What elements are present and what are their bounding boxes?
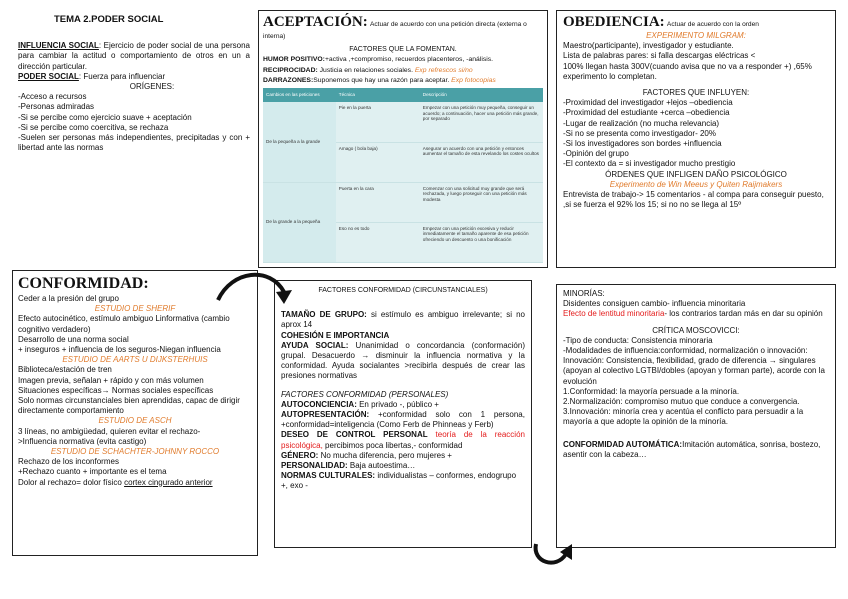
normas-text: individualistas – conformes, endogrupo +, exo -	[281, 471, 517, 491]
asch-title: ESTUDIO DE ASCH	[98, 416, 172, 426]
fomentan-title: FACTORES QUE LA FOMENTAN.	[349, 46, 457, 54]
ayuda-line	[281, 341, 525, 382]
asch-lines	[18, 427, 252, 447]
darrazones-label: DARRAZONES:	[263, 76, 314, 84]
list-item: -Proximidad del estudiante +cerca –obediencia	[563, 108, 730, 118]
obediencia-subtitle: Actuar de acuerdo con la orden	[666, 21, 759, 28]
origenes-title: ORÍGENES:	[129, 82, 175, 92]
page-title: TEMA 2.PODER SOCIAL	[54, 14, 164, 25]
list-item: -Si los investigadores son bordes +influencia	[563, 139, 722, 149]
table-cell: Eso no es todo	[336, 222, 420, 262]
influencia-label: INFLUENCIA SOCIAL	[18, 41, 99, 51]
milgram-lines	[563, 41, 829, 82]
tamano-text: si estímulo es ambiguo irrelevante; si no aprox 14	[281, 310, 525, 330]
darrazones-exp: Exp fotocopias	[451, 76, 496, 84]
aarts-lines	[18, 365, 252, 416]
autoconciencia-text: En privado -, público +	[359, 399, 439, 409]
deseo-text: percibimos poca libertas,- conformidad	[325, 440, 463, 450]
sherif-lines	[18, 314, 252, 355]
humor-label: HUMOR POSITIVO:	[263, 56, 325, 64]
genero-label: GÉNERO:	[281, 450, 319, 460]
normas-line	[281, 471, 525, 491]
genero-line	[281, 451, 525, 461]
aceptacion-title: ACEPTACIÓN:	[263, 14, 368, 30]
auto-label: CONFORMIDAD AUTOMÁTICA:	[563, 439, 683, 449]
reciprocidad-text: Justicia en relaciones sociales.	[319, 66, 413, 74]
humor-line	[263, 55, 543, 65]
milgram-title: EXPERIMENTO MILGRAM:	[646, 31, 746, 40]
ordenes-exp: Experimento de Win Meeus y Quiten Raijmakers	[609, 179, 783, 189]
ayuda-label: AYUDA SOCIAL:	[281, 340, 349, 350]
table-row	[263, 102, 543, 142]
humor-text: +activa ,+compromiso, recuerdos placenteros, -análisis.	[324, 56, 494, 64]
reciprocidad-exp: Exp refrescos si/no	[414, 66, 473, 74]
list-item: Lista de palabras pares: si falla descargas eléctricas <	[563, 51, 756, 61]
factores-influyen-list	[563, 98, 829, 169]
table-cell: Amago ( bola baja)	[336, 142, 420, 182]
deseo-line	[281, 430, 525, 450]
tamano-label: TAMAÑO DE GRUPO:	[281, 310, 367, 320]
darrazones-text: Suponemos que hay una razón para aceptar.	[313, 76, 450, 84]
list-item: -Si se percibe como coercitiva, se rechaza	[18, 122, 169, 132]
deseo-label: DESEO DE CONTROL PERSONAL	[281, 430, 428, 440]
list-item: Imagen previa, señalan + rápido y con más volumen	[18, 375, 204, 385]
table-header: Técnica	[336, 88, 420, 102]
techniques-table	[263, 88, 543, 263]
obediencia-title: OBEDIENCIA:	[563, 14, 665, 30]
conformidad-intro: Ceder a la presión del grupo	[18, 294, 119, 303]
lentitud-line	[563, 309, 829, 319]
table-header: Descripción	[420, 88, 543, 102]
minorias-box	[556, 284, 836, 548]
list-item: 2.Normalización: compromiso mutuo que conduce a convergencia.	[563, 397, 800, 407]
table-header-row	[263, 88, 543, 102]
list-item: 3.Innovación: minoría crea y acentúa el conflicto para persuadir a la mayoría a que adopte la opinión de la minoría.	[563, 407, 804, 427]
list-item: -Proximidad del investigador +lejos –obediencia	[563, 98, 733, 108]
sherif-title: ESTUDIO DE SHERIF	[94, 304, 176, 314]
table-group-cell: De la grande a la pequeña	[263, 182, 336, 262]
origenes-list	[18, 92, 250, 153]
influencia-definition	[18, 41, 250, 72]
list-item: -Modalidades de influencia:conformidad, normalización o innovación:	[563, 346, 808, 356]
table-group-cell: De la pequeña a la grande	[263, 102, 336, 182]
critica-title: CRÍTICA MOSCOVICCI:	[652, 325, 740, 335]
factores-title: FACTORES CONFORMIDAD (CIRCUNSTANCIALES)	[318, 287, 488, 294]
poder-social-section	[14, 10, 250, 200]
ordenes-text: Entrevista de trabajo-> 15 comentarios - al compa para conseguir puesto, ,si se fuerza el 92% los 15; si no no se llega al 15º	[563, 190, 824, 210]
list-item: Innovación: Consistencia, flexibilidad, grado de diferencia → singulares (apoyan al colectivo LGTBI/dobles (apoyan y forman parte), acorde con la evolución	[563, 356, 825, 386]
aceptacion-heading	[263, 14, 543, 42]
factores-box	[274, 280, 532, 548]
minorias-line1: Disidentes consiguen cambio- influencia minoritaria	[563, 299, 746, 309]
list-item: Maestro(participante), investigador y estudiante.	[563, 41, 734, 51]
poder-text: : Fuerza para influenciar	[78, 71, 166, 81]
schachter-title: ESTUDIO DE SCHACHTER-JOHNNY ROCCO	[50, 447, 220, 457]
tamano-line	[281, 310, 525, 330]
list-item: +Rechazo cuanto + importante es el tema	[18, 467, 167, 477]
table-cell: Comenzar con una solicitud muy grande que será rechazada, y luego proseguir con una petición más modesta	[420, 182, 543, 222]
aceptacion-box	[258, 10, 548, 268]
critica-lines	[563, 336, 829, 428]
conformidad-title: CONFORMIDAD:	[18, 275, 149, 292]
lentitud-text: - los contrarios tardan más en dar su opinión	[664, 309, 823, 319]
normas-label: NORMAS CULTURALES:	[281, 471, 376, 481]
list-item: Rechazo de los inconformes	[18, 457, 119, 467]
auto-line	[563, 440, 829, 460]
reciprocidad-label: RECIPROCIDAD:	[263, 66, 318, 74]
table-header: Cambios en las peticiones	[263, 88, 336, 102]
autopresentacion-label: AUTOPRESENTACIÓN:	[281, 410, 370, 420]
dolor-line	[18, 478, 252, 488]
list-item: Efecto autocinético, estímulo ambiguo Linformativa (cambio cognitivo verdadero)	[18, 314, 230, 334]
table-cell: Asegurar un acuerdo con una petición y entonces aumentar el tamaño de esta revelando los costes ocultos	[420, 142, 543, 182]
table-cell: Empezar con una petición muy pequeña, conseguir un acuerdo; a continuación, hacer una petición más grande, por separado	[420, 102, 543, 142]
curved-arrow-icon	[212, 266, 296, 308]
list-item: Solo normas circunstanciales bien aprendidas, capac de dirigir directamente comportamiento	[18, 396, 240, 416]
list-item: -Suelen ser personas más independientes, precipitadas y con + libertad ante las normas	[18, 133, 250, 153]
list-item: 100% llegan hasta 300V(cuando avisa que no va a responder +) ,65% experimento lo completan.	[563, 61, 812, 81]
list-item: -Personas admiradas	[18, 102, 95, 112]
schachter-lines	[18, 457, 252, 477]
ordenes-title: ÓRDENES QUE INFLIGEN DAÑO PSICOLÓGICO	[605, 169, 787, 179]
dolor-prefix: Dolor al rechazo= dolor físico	[18, 477, 125, 487]
darrazones-line	[263, 76, 543, 86]
conformidad-box	[12, 270, 258, 556]
curved-arrow-icon	[530, 540, 574, 574]
poder-definition	[18, 72, 250, 82]
list-item: >Influencia normativa (evita castigo)	[18, 436, 147, 446]
list-item: Biblioteca/estación de tren	[18, 365, 112, 375]
influencia-text: : Ejercicio de poder social de una persona para cambiar la actitud o comportamiento de otros en un a dirección particular.	[18, 41, 251, 71]
poder-label: PODER SOCIAL	[18, 71, 79, 81]
obediencia-heading	[563, 14, 829, 31]
list-item: -Acceso a recursos	[18, 92, 87, 102]
genero-text: No mucha diferencia, pero mujeres +	[320, 450, 452, 460]
list-item: -Lugar de realización (no mucha relevancia)	[563, 118, 720, 128]
personalidad-label: PERSONALIDAD:	[281, 461, 348, 471]
deseo-red: teoría de la reacción psicológica,	[281, 430, 525, 450]
personalidad-line	[281, 461, 525, 471]
personalidad-text: Baja autoestima…	[349, 461, 416, 471]
table-cell: Puerta en la cara	[336, 182, 420, 222]
table-cell: Empezar con una petición excesiva y reducir inmediatamente el tamaño aparente de esa petición ofreciendo un descuento o una bonificación	[420, 222, 543, 262]
list-item: 1.Conformidad: la mayoría persuade a la minoría.	[563, 386, 740, 396]
ayuda-text: Unanimidad o concordancia (conformación) grupal. Desacuerdo → disminuir la influencia normativa y la conformidad. Ayuda socialantes >recibirla después de crear las presiones normativas	[281, 340, 525, 381]
autopresentacion-text: +conformidad solo con 1 persona, +conformidad=inteligencia (Como Ferb de Phinneas y Ferb)	[281, 410, 525, 430]
aceptacion-subtitle: Actuar de acuerdo con una petición directa (externa o interna)	[263, 21, 527, 40]
dolor-underline: cortex cingurado anterior	[124, 477, 213, 487]
list-item: -Tipo de conducta: Consistencia minoraria	[563, 335, 713, 345]
lentitud-red: Efecto de lentitud minoritaria	[563, 309, 665, 319]
autopresentacion-line	[281, 410, 525, 430]
minorias-title: MINORÍAS:	[563, 289, 605, 298]
factores-influyen-title: FACTORES QUE INFLUYEN:	[642, 88, 750, 98]
list-item: + inseguros + influencia de los seguros-Niegan influencia	[18, 345, 221, 355]
list-item: Desarrollo de una norma social	[18, 334, 129, 344]
list-item: -Si no se presenta como investigador- 20%	[563, 128, 716, 138]
table-cell: Pie en la puerta	[336, 102, 420, 142]
cohesion-line: COHESIÓN E IMPORTANCIA	[281, 330, 390, 340]
auto-text: Imitación automática, sonrisa, bostezo, asentir con la cabeza…	[563, 439, 821, 459]
list-item: -Si se percibe como ejercicio suave + aceptación	[18, 112, 192, 122]
list-item: 3 líneas, no ambigüedad, quieren evitar el rechazo-	[18, 426, 201, 436]
list-item: -Opinión del grupo	[563, 149, 629, 159]
list-item: Situaciones específicas→ Normas sociales específicas	[18, 385, 214, 395]
obediencia-box	[556, 10, 836, 268]
list-item: -El contexto da = si investigador mucho prestigio	[563, 159, 736, 169]
table-row	[263, 182, 543, 222]
aarts-title: ESTUDIO DE AARTS U DIJKSTERHUIS	[62, 355, 208, 365]
reciprocidad-line	[263, 66, 543, 76]
autoconciencia-label: AUTOCONCIENCIA:	[281, 399, 357, 409]
autoconciencia-line	[281, 400, 525, 410]
personales-title: FACTORES CONFORMIDAD (PERSONALES)	[281, 389, 449, 399]
